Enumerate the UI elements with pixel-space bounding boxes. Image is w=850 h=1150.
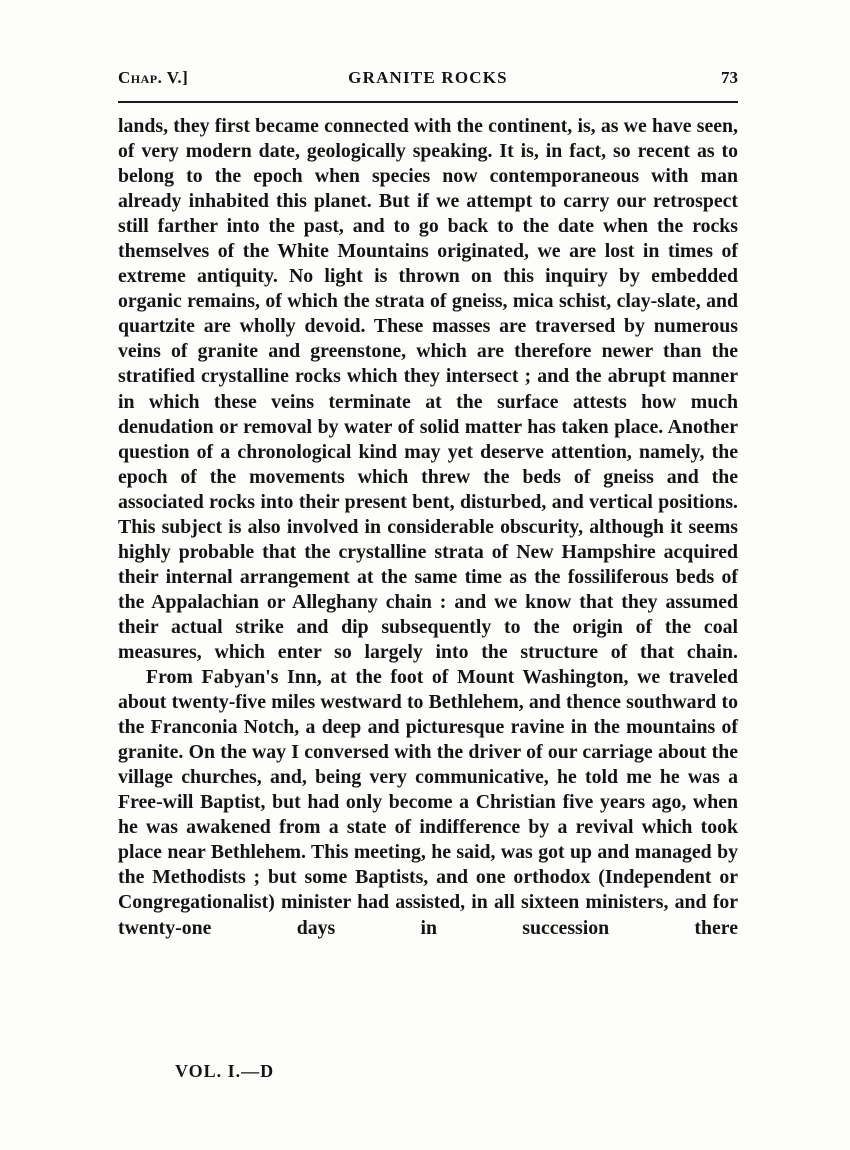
- body-text: [118, 114, 738, 941]
- paragraph-1: lands, they first became connected with the continent, is, as we have seen, of very modern date, geologically speaking. It is, in fact, so recent as to belong to the epoch when species now contemporaneous with man already inhabited this planet. But if we attempt to carry our retrospect still farther into the past, and to go back to the date when the rocks themselves of the White Mountains originated, we are lost in times of extreme antiquity. No light is thrown on this inquiry by embedded organic remains, of which the strata of gneiss, mica schist, clay-slate, and quartzite are wholly devoid. These masses are traversed by numerous veins of granite and greenstone, which are therefore newer than the stratified crystalline rocks which they intersect ; and the abrupt manner in which these veins terminate at the surface attests how much denudation or removal by water of solid matter has taken place. Another question of a chronological kind may yet deserve attention, namely, the epoch of the movements which threw the beds of gneiss and the associated rocks into their present bent, disturbed, and vertical positions. This subject is also involved in considerable obscurity, although it seems highly probable that the crystalline strata of New Hampshire acquired their internal arrangement at the same time as the fossiliferous beds of the Appalachian or Alleghany chain : and we know that they assumed their actual strike and dip subsequently to the origin of the coal measures, which enter so largely into the structure of that chain.: [118, 115, 738, 663]
- chapter-label: Chap. V.]: [118, 68, 189, 87]
- paragraph-2: From Fabyan's Inn, at the foot of Mount Washington, we traveled about twenty-five miles westward to Bethlehem, and thence southward to the Franconia Notch, a deep and picturesque ravine in the mountains of granite. On the way I conversed with the driver of our carriage about the village churches, and, being very communicative, he told me he was a Free-will Baptist, but had only become a Christian five years ago, when he was awakened from a state of indifference by a revival which took place near Bethlehem. This meeting, he said, was got up and managed by the Methodists ; but some Baptists, and one orthodox (Independent or Congregationalist) minister had assisted, in all sixteen ministers, and for twenty-one days in succession there: [118, 666, 738, 939]
- running-title: GRANITE ROCKS: [348, 68, 508, 87]
- header-rule: [118, 101, 738, 103]
- page-number: 73: [721, 68, 738, 87]
- signature-mark: VOL. I.—D: [175, 1061, 275, 1081]
- running-header: [118, 68, 738, 98]
